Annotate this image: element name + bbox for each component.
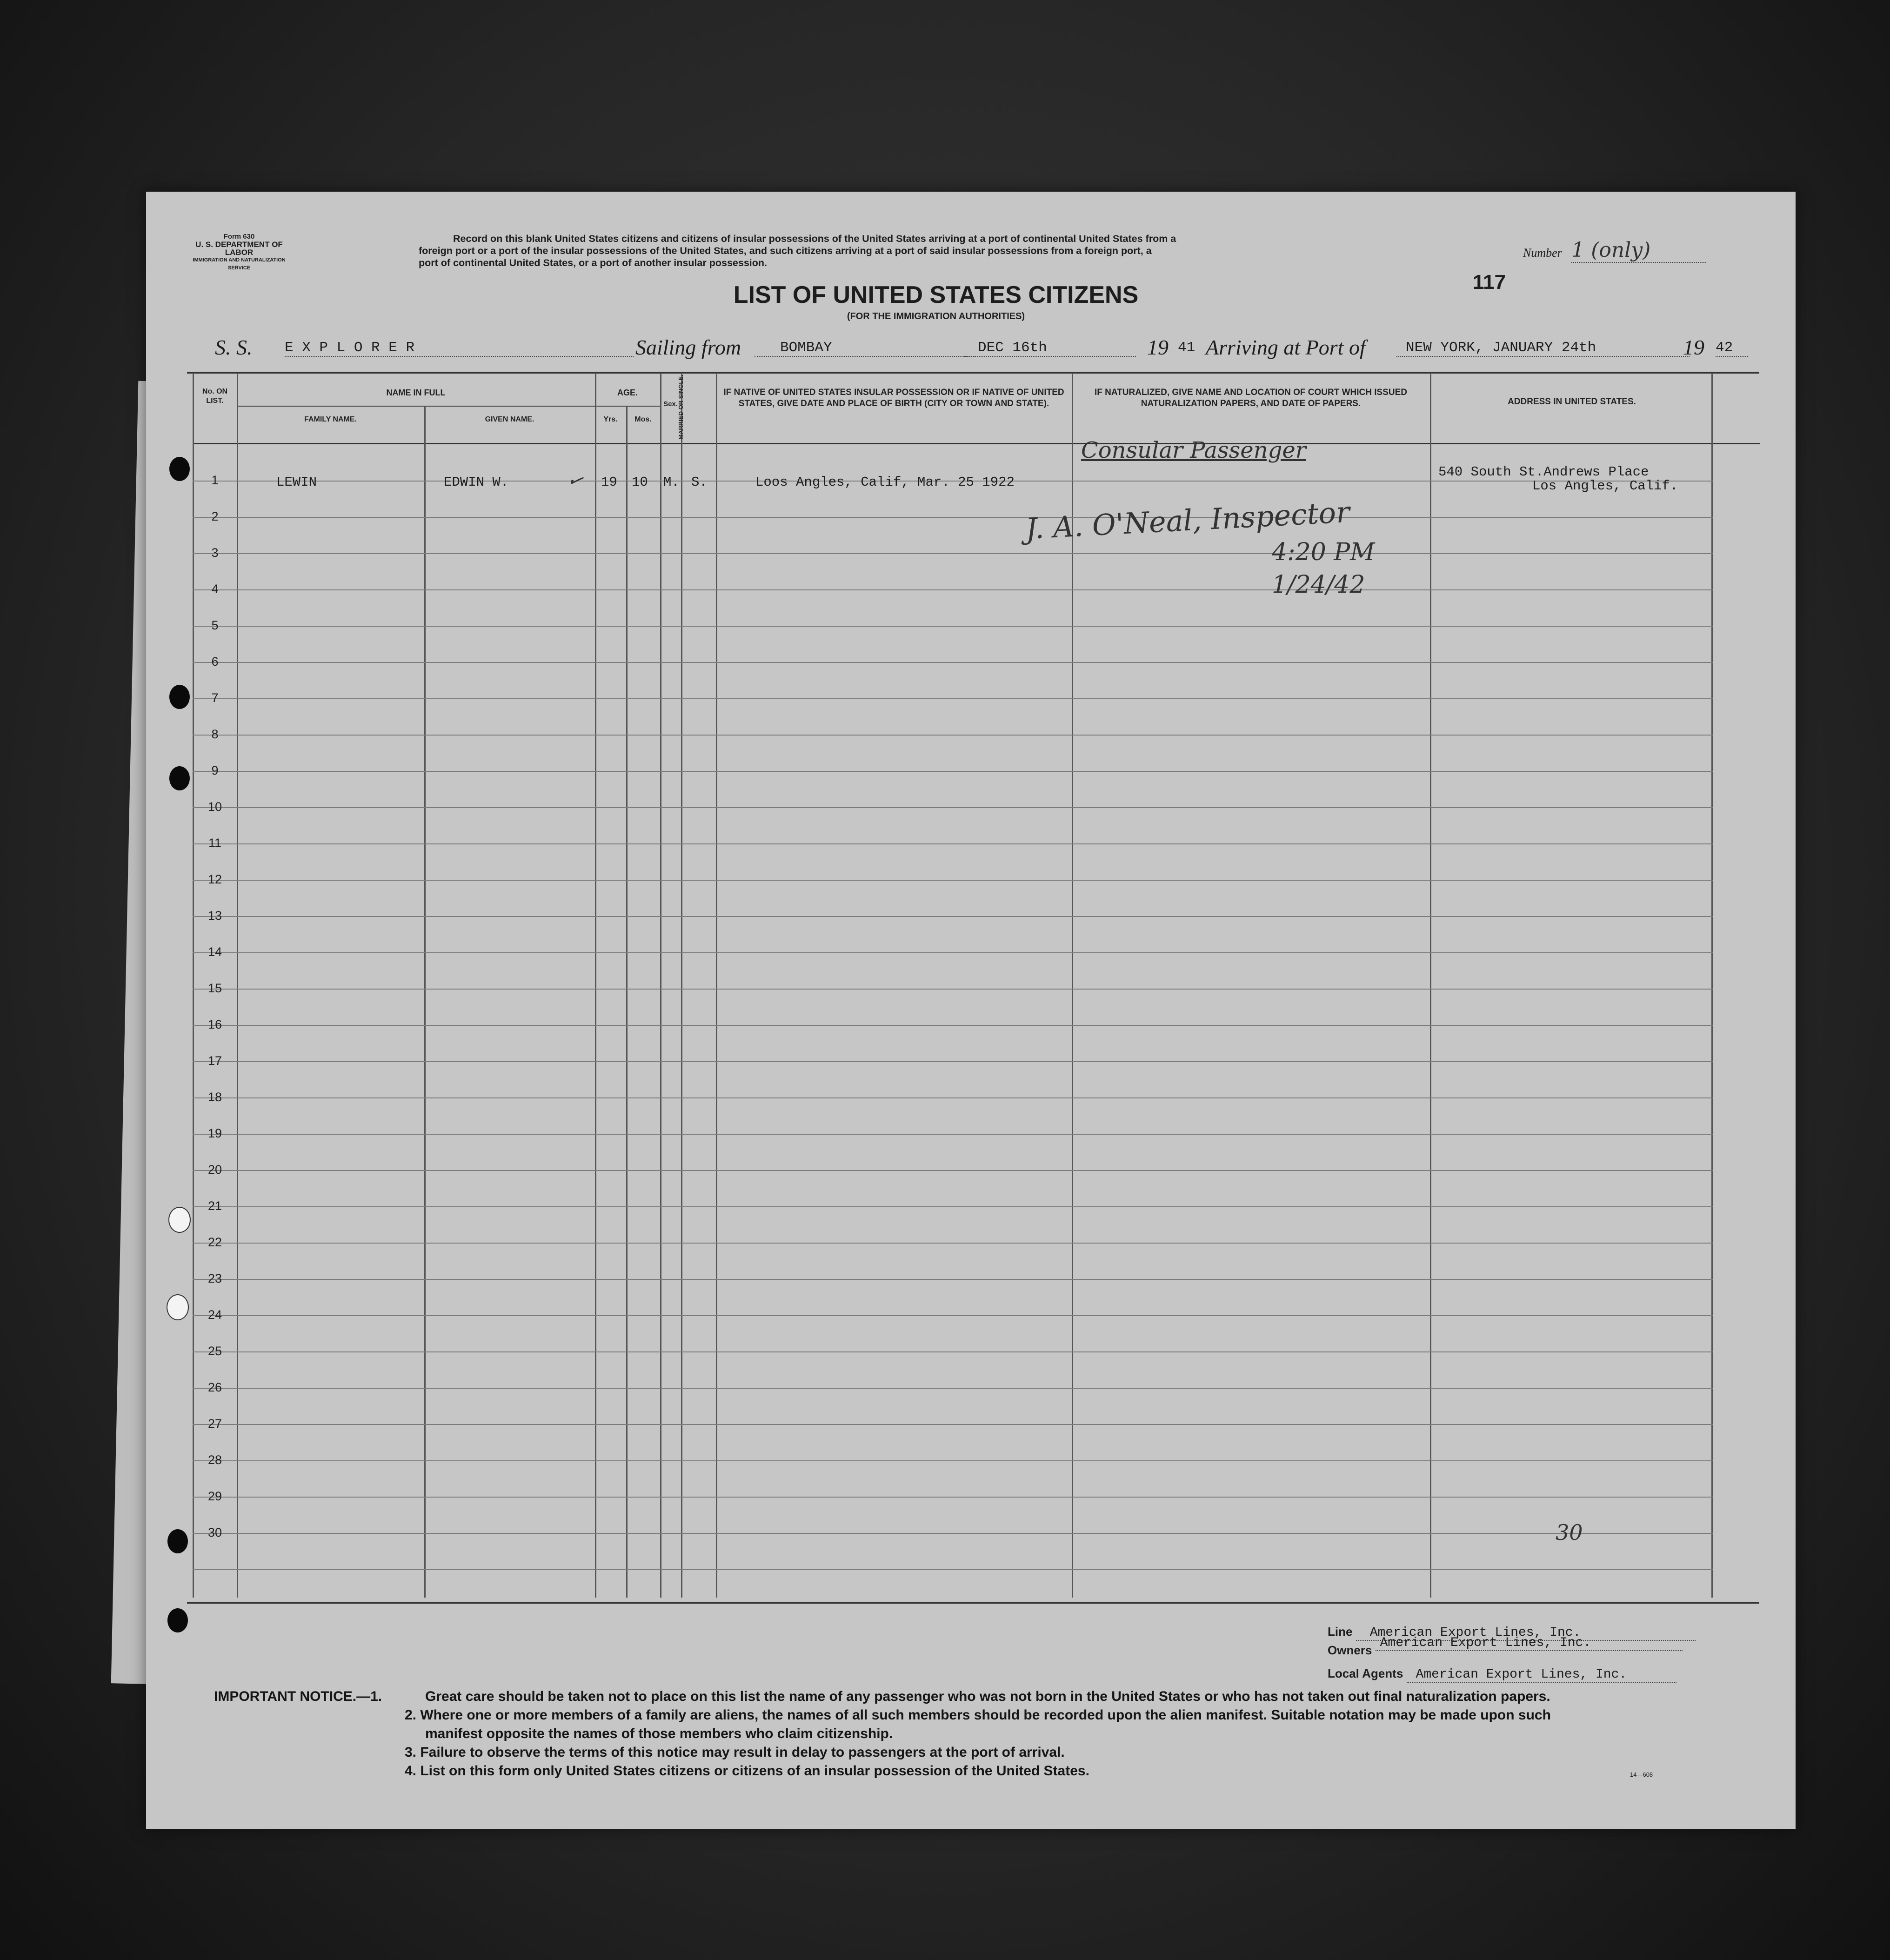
arrival-port: NEW YORK, JANUARY 24th bbox=[1396, 340, 1690, 357]
row-rule bbox=[193, 735, 1713, 736]
entry-birth: Loos Angles, Calif, Mar. 25 1922 bbox=[755, 475, 1015, 490]
punch-hole bbox=[167, 1294, 189, 1320]
row-rule bbox=[193, 1424, 1713, 1425]
punch-hole bbox=[168, 1207, 191, 1233]
row-number: 15 bbox=[207, 981, 222, 995]
entry-sex: M. bbox=[663, 475, 680, 490]
row-number: 19 bbox=[207, 1126, 222, 1140]
entry-family-name: LEWIN bbox=[276, 475, 317, 490]
col-line-address bbox=[1430, 373, 1431, 1598]
row-rule bbox=[193, 1206, 1713, 1207]
col-line-family bbox=[237, 373, 238, 1598]
year-suffix-2: 42 bbox=[1716, 340, 1748, 357]
ss-label: S. S. bbox=[215, 335, 253, 359]
col-line-sex bbox=[660, 373, 661, 1598]
form-header-block bbox=[193, 233, 286, 272]
row-rule bbox=[193, 1497, 1713, 1498]
row-number: 9 bbox=[211, 763, 219, 777]
row-number: 7 bbox=[211, 691, 219, 705]
entry-address-line-2: Los Angles, Calif. bbox=[1532, 478, 1678, 494]
row-rule bbox=[193, 1388, 1713, 1389]
row-number: 6 bbox=[211, 655, 219, 669]
year-prefix-1: 19 bbox=[1147, 335, 1169, 359]
header-divider bbox=[193, 443, 1760, 444]
row-rule bbox=[193, 517, 1713, 518]
row-number: 11 bbox=[208, 836, 222, 850]
row-rule bbox=[193, 1460, 1713, 1461]
row-number: 12 bbox=[207, 872, 222, 886]
entry-row bbox=[146, 464, 1796, 494]
col-line-given bbox=[424, 406, 426, 1598]
row-number: 5 bbox=[211, 618, 219, 632]
row-rule bbox=[193, 1315, 1713, 1316]
sailing-port: BOMBAY bbox=[755, 340, 975, 357]
manifest-form bbox=[146, 192, 1796, 1829]
department-name: U. S. DEPARTMENT OF LABOR bbox=[195, 240, 283, 257]
form-number: Form 630 bbox=[223, 233, 255, 241]
header-married-or-single: MARRIED OR SINGLE. bbox=[677, 375, 684, 440]
row-rule bbox=[193, 589, 1713, 590]
row-number: 25 bbox=[207, 1344, 222, 1358]
line-label: Line bbox=[1328, 1625, 1353, 1639]
notice-4: 4. List on this form only United States citizens or citizens of an insular possession of the United States. bbox=[405, 1763, 1089, 1779]
instructions-line-2: foreign port or a port of the insular possessions of the United States, and such citizens arriving at a port of said insular possessions from a foreign port, a bbox=[419, 245, 1152, 256]
header-address: ADDRESS IN UNITED STATES. bbox=[1508, 397, 1636, 407]
row-rule bbox=[193, 1279, 1713, 1280]
row-rule bbox=[193, 1025, 1713, 1026]
consular-annotation: Consular Passenger bbox=[1081, 437, 1306, 463]
col-line-marital bbox=[681, 373, 682, 1598]
row-number: 14 bbox=[207, 945, 222, 959]
row-rule bbox=[193, 1533, 1713, 1534]
notice-title: IMPORTANT NOTICE.—1. bbox=[214, 1689, 382, 1704]
entry-age-yrs: 19 bbox=[601, 475, 617, 490]
arriving-label: Arriving at Port of bbox=[1206, 335, 1366, 359]
row-rule bbox=[193, 1061, 1713, 1062]
punch-hole bbox=[167, 1608, 188, 1632]
name-subheader-line bbox=[237, 406, 595, 407]
row-rule bbox=[193, 1243, 1713, 1244]
row-number: 1 bbox=[211, 473, 219, 487]
notice-3: 3. Failure to observe the terms of this notice may result in delay to passengers at the port of arrival. bbox=[405, 1745, 1065, 1760]
entry-address-line-1: 540 South St.Andrews Place bbox=[1438, 464, 1649, 480]
row-rule bbox=[193, 1351, 1713, 1352]
owners-field bbox=[1328, 1636, 1700, 1659]
row-rule bbox=[193, 698, 1713, 699]
row-number: 23 bbox=[207, 1271, 222, 1285]
row-rule bbox=[193, 1170, 1713, 1171]
inspection-date: 1/24/42 bbox=[1272, 571, 1365, 599]
row-rule bbox=[193, 880, 1713, 881]
header-name-in-full: NAME IN FULL bbox=[386, 388, 446, 397]
row-rule bbox=[193, 1134, 1713, 1135]
row-number: 18 bbox=[207, 1090, 222, 1104]
row-number: 16 bbox=[207, 1017, 222, 1031]
entry-given-name: EDWIN W. bbox=[444, 475, 509, 490]
row-rule bbox=[193, 807, 1713, 808]
form-title: LIST OF UNITED STATES CITIZENS bbox=[733, 281, 1139, 308]
check-mark: ✓ bbox=[564, 468, 587, 494]
entry-age-mos: 10 bbox=[632, 475, 648, 490]
owners-label: Owners bbox=[1328, 1643, 1372, 1657]
inspector-signature: J. A. O'Neal, Inspector bbox=[1024, 495, 1351, 546]
punch-hole bbox=[167, 1529, 188, 1553]
notice-2a: 2. Where one or more members of a family are aliens, the names of all such members should be recorded upon the alien manifest. Suitable notation may be made upon such bbox=[405, 1707, 1551, 1723]
sailing-label: Sailing from bbox=[635, 335, 741, 359]
agents-value: American Export Lines, Inc. bbox=[1407, 1667, 1676, 1683]
instructions bbox=[419, 233, 1582, 269]
row-rule bbox=[193, 989, 1713, 990]
col-line-right bbox=[1711, 373, 1713, 1598]
header-no-on-list: No. ON LIST. bbox=[202, 388, 228, 405]
col-line-yrs bbox=[595, 373, 596, 1598]
header-naturalized: IF NATURALIZED, GIVE NAME AND LOCATION OF COURT WHICH ISSUED NATURALIZATION PAPERS, AND DATE OF PAPERS. bbox=[1094, 388, 1407, 408]
row-rule bbox=[193, 553, 1713, 554]
notice-2b: manifest opposite the names of those members who claim citizenship. bbox=[425, 1726, 893, 1741]
number-value: 1 (only) bbox=[1571, 238, 1706, 263]
row-rule bbox=[193, 662, 1713, 663]
row-number: 20 bbox=[207, 1163, 222, 1177]
row-number: 28 bbox=[207, 1453, 222, 1467]
header-native: IF NATIVE OF UNITED STATES INSULAR POSSESSION OR IF NATIVE OF UNITED STATES, GIVE DATE AND PLACE OF BIRTH (CITY OR TOWN AND STATE). bbox=[723, 388, 1064, 408]
row-rule bbox=[193, 916, 1713, 917]
punch-hole bbox=[169, 766, 190, 790]
ship-name: E X P L O R E R bbox=[285, 340, 634, 357]
punch-hole bbox=[169, 685, 190, 709]
entry-marital: S. bbox=[691, 475, 708, 490]
row-rule bbox=[193, 626, 1713, 627]
row-number: 8 bbox=[211, 727, 219, 741]
row-number: 3 bbox=[211, 546, 219, 560]
instructions-line-3: port of continental United States, or a port of another insular possession. bbox=[419, 257, 767, 268]
row-number: 24 bbox=[207, 1308, 222, 1322]
number-label: Number bbox=[1523, 246, 1562, 260]
age-subheader-line bbox=[595, 406, 660, 407]
header-yrs: Yrs. bbox=[603, 415, 618, 423]
inspection-time: 4:20 PM bbox=[1272, 538, 1375, 566]
row-rule bbox=[193, 952, 1713, 953]
row-rule bbox=[193, 1097, 1713, 1098]
voyage-line bbox=[215, 335, 1750, 363]
row-rule bbox=[193, 843, 1713, 844]
row-number: 26 bbox=[207, 1380, 222, 1394]
agents-field bbox=[1328, 1666, 1709, 1683]
row-rule bbox=[193, 771, 1713, 772]
col-line-num bbox=[193, 373, 194, 1598]
punch-hole bbox=[169, 457, 190, 481]
row-number: 21 bbox=[207, 1199, 222, 1213]
total-count: 30 bbox=[1556, 1520, 1583, 1545]
row-number: 29 bbox=[207, 1489, 222, 1503]
row-number: 4 bbox=[211, 582, 219, 596]
sailing-date: DEC 16th bbox=[964, 340, 1136, 357]
row-number: 10 bbox=[207, 800, 222, 814]
owners-value: American Export Lines, Inc. bbox=[1376, 1636, 1683, 1651]
header-sex: Sex. bbox=[663, 400, 678, 408]
row-number: 17 bbox=[207, 1054, 222, 1068]
row-number: 2 bbox=[211, 509, 219, 523]
instructions-line-1: Record on this blank United States citizens and citizens of insular possessions of the United States arriving at a port of continental United States from a bbox=[453, 233, 1176, 244]
year-suffix-1: 41 bbox=[1178, 340, 1195, 356]
col-line-mos bbox=[626, 406, 628, 1598]
row-number: 30 bbox=[207, 1525, 222, 1539]
number-field bbox=[1523, 238, 1718, 263]
notice-1: Great care should be taken not to place on this list the name of any passenger who was not born in the United States or who has not taken out final naturalization papers. bbox=[425, 1689, 1550, 1704]
table-frame bbox=[187, 372, 1759, 1604]
form-subtitle: (FOR THE IMMIGRATION AUTHORITIES) bbox=[847, 311, 1025, 321]
header-age: AGE. bbox=[617, 388, 638, 397]
header-given-name: GIVEN NAME. bbox=[485, 415, 534, 423]
row-number: 22 bbox=[207, 1235, 222, 1249]
header-family-name: FAMILY NAME. bbox=[304, 415, 357, 423]
line-value: American Export Lines, Inc. bbox=[1356, 1626, 1696, 1641]
year-prefix-2: 19 bbox=[1683, 335, 1704, 359]
row-number: 13 bbox=[207, 909, 222, 923]
service-name: IMMIGRATION AND NATURALIZATION SERVICE bbox=[193, 257, 286, 271]
row-rule bbox=[193, 1569, 1713, 1570]
header-mos: Mos. bbox=[634, 415, 652, 423]
col-line-native bbox=[716, 373, 717, 1598]
print-code: 14—608 bbox=[1630, 1771, 1653, 1778]
agents-label: Local Agents bbox=[1328, 1666, 1403, 1680]
page-stamp: 117 bbox=[1473, 271, 1506, 294]
row-number: 27 bbox=[207, 1417, 222, 1431]
col-line-naturalized bbox=[1072, 373, 1073, 1598]
